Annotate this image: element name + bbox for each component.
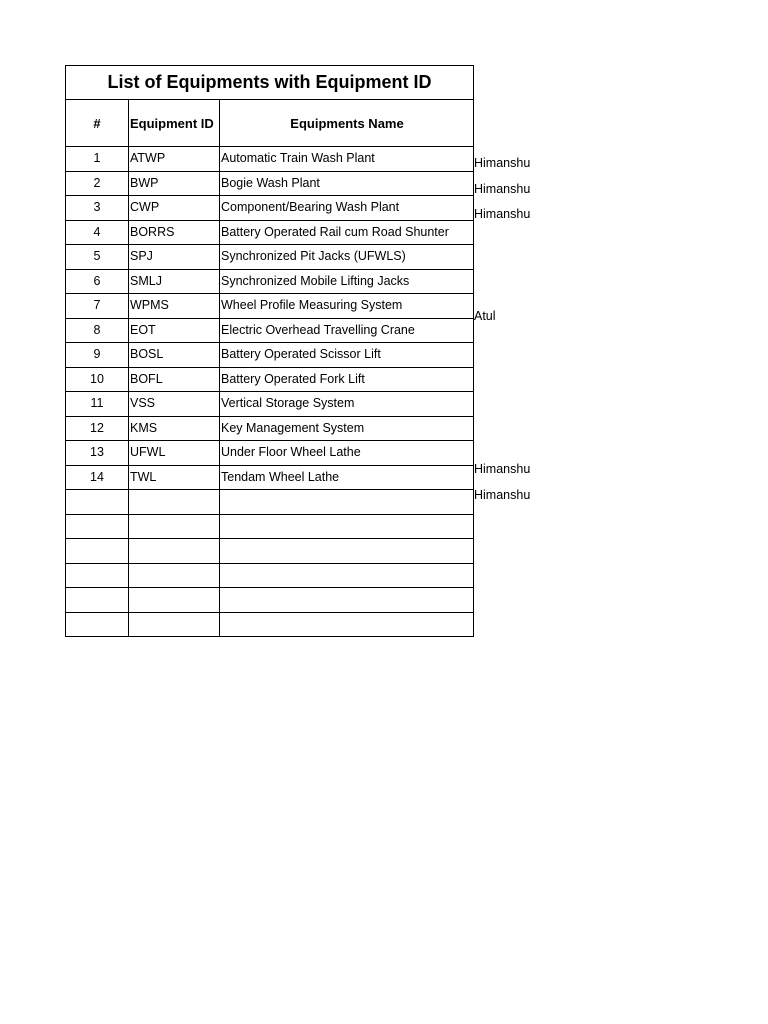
table-row [66,245,474,270]
side-note [474,402,594,428]
cell-equipment-name: Battery Operated Scissor Lift [220,343,474,368]
side-note [474,606,594,632]
cell-equipment-name: Battery Operated Fork Lift [220,367,474,392]
table-row [66,196,474,221]
table-body [66,147,474,637]
column-header-equipment-id: Equipment ID [129,100,220,147]
table-row [66,465,474,490]
cell-equipment-name [220,588,474,613]
side-note: Himanshu [474,462,531,476]
cell-number: 13 [66,441,129,466]
cell-equipment-name: Component/Bearing Wash Plant [220,196,474,221]
cell-equipment-id: BOFL [129,367,220,392]
cell-equipment-id [129,588,220,613]
cell-equipment-name: Vertical Storage System [220,392,474,417]
cell-equipment-name: Under Floor Wheel Lathe [220,441,474,466]
side-note [474,428,594,454]
cell-number: 3 [66,196,129,221]
cell-equipment-id: BOSL [129,343,220,368]
table-row [66,343,474,368]
column-header-number: # [66,100,129,147]
cell-number: 7 [66,294,129,319]
cell-equipment-id: SMLJ [129,269,220,294]
cell-equipment-id: ATWP [129,147,220,172]
table-row [66,612,474,637]
cell-number: 10 [66,367,129,392]
table-row [66,563,474,588]
cell-number [66,539,129,564]
cell-number: 11 [66,392,129,417]
table-row [66,147,474,172]
cell-equipment-name: Bogie Wash Plant [220,171,474,196]
cell-equipment-name: Electric Overhead Travelling Crane [220,318,474,343]
cell-equipment-name [220,612,474,637]
table-row [66,441,474,466]
cell-equipment-id: TWL [129,465,220,490]
cell-equipment-name: Battery Operated Rail cum Road Shunter [220,220,474,245]
side-note [474,326,594,352]
cell-equipment-id: WPMS [129,294,220,319]
equipment-table [65,65,474,637]
cell-number: 9 [66,343,129,368]
column-header-equipment-name: Equipments Name [220,100,474,147]
cell-equipment-name: Automatic Train Wash Plant [220,147,474,172]
cell-equipment-id [129,563,220,588]
cell-number: 12 [66,416,129,441]
side-note [474,275,594,301]
side-note [474,224,594,250]
cell-equipment-id: VSS [129,392,220,417]
table-row [66,588,474,613]
cell-equipment-name: Synchronized Pit Jacks (UFWLS) [220,245,474,270]
table-row [66,514,474,539]
cell-number: 6 [66,269,129,294]
table-row [66,171,474,196]
side-note [474,530,594,556]
side-note: Atul [474,309,496,323]
cell-number: 1 [66,147,129,172]
cell-number: 5 [66,245,129,270]
cell-equipment-id: KMS [129,416,220,441]
table-row [66,416,474,441]
cell-equipment-id: BORRS [129,220,220,245]
cell-equipment-id: CWP [129,196,220,221]
cell-equipment-name: Tendam Wheel Lathe [220,465,474,490]
side-notes-column [474,147,594,657]
cell-number [66,490,129,515]
table-row [66,539,474,564]
side-note [474,632,594,658]
table-row [66,318,474,343]
side-note: Himanshu [474,156,531,170]
side-note: Himanshu [474,487,531,502]
table-row [66,294,474,319]
cell-equipment-id [129,490,220,515]
table-row [66,367,474,392]
cell-equipment-name: Synchronized Mobile Lifting Jacks [220,269,474,294]
cell-equipment-id: SPJ [129,245,220,270]
cell-equipment-id [129,514,220,539]
cell-equipment-name [220,539,474,564]
cell-number: 4 [66,220,129,245]
table-row [66,490,474,515]
table-row [66,392,474,417]
side-note [474,504,594,530]
cell-equipment-id [129,612,220,637]
table-title: List of Equipments with Equipment ID [66,66,474,100]
cell-equipment-name [220,514,474,539]
cell-number: 14 [66,465,129,490]
cell-number: 8 [66,318,129,343]
cell-equipment-name: Wheel Profile Measuring System [220,294,474,319]
cell-equipment-id: UFWL [129,441,220,466]
cell-equipment-id [129,539,220,564]
cell-number [66,563,129,588]
cell-number [66,588,129,613]
table-row [66,220,474,245]
side-note [474,581,594,607]
side-note [474,249,594,275]
cell-equipment-id: EOT [129,318,220,343]
cell-equipment-id: BWP [129,171,220,196]
side-note: Himanshu [474,207,531,221]
cell-number [66,612,129,637]
table-row [66,269,474,294]
cell-number: 2 [66,171,129,196]
side-note: Himanshu [474,181,531,196]
side-note [474,377,594,403]
cell-equipment-name [220,563,474,588]
side-note [474,351,594,377]
cell-number [66,514,129,539]
side-note [474,555,594,581]
cell-equipment-name [220,490,474,515]
cell-equipment-name: Key Management System [220,416,474,441]
